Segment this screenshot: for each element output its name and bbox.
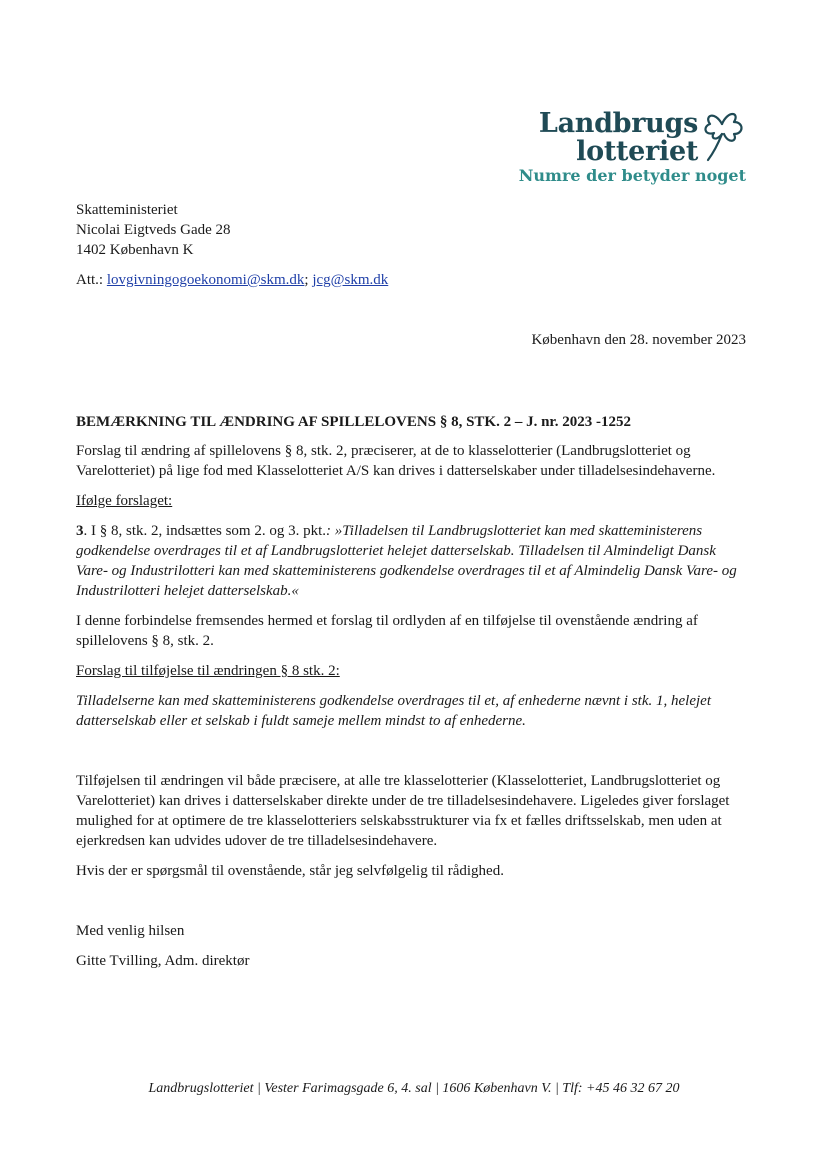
att-label: Att.: [76,272,104,288]
connection-paragraph: I denne forbindelse fremsendes hermed et forslag til ordlyden af en tilføjelse til ovenstående ændring af spillelovens § 8, stk. 2. [76,613,698,649]
explanation-paragraph: Tilføjelsen til ændringen vil både præcisere, at alle tre klasselotterier (Klasselotteriet, Landbrugslotteriet og Varelotteriet) kan drives i datterselskaber direkte under de tre tilladelsesindehavere. Ligeledes giver forslaget mulighed for at optimere de tre klasselotteriers selskabsstrukturer via fx et fælles driftsselskab, men uden at ejerkredsen kan udvides udover de tre tilladelsesindehavere. [76,773,730,849]
proposal-quote: : »Tilladelsen til Landbrugslotteriet kan med skatteministerens godkendelse overdrages til et af Landbrugslotteriet helejet datterselskab. Tilladelsen til Almindeligt Dansk Vare- og Industrilotteri kan med skatteministerens godkendelse overdrages til et af Almindelig Dansk Vare- og Industrilotteri helejet datterselskab.« [76,523,737,599]
recipient-address [76,200,231,260]
questions-paragraph: Hvis der er spørgsmål til ovenstående, står jeg selvfølgelig til rådighed. [76,863,504,879]
logo-tagline: Numre der betyder noget [518,166,746,185]
proposal-number: 3 [76,523,84,539]
recipient-name: Skatteministeriet [76,202,178,218]
proposal-heading: Ifølge forslaget: [76,493,173,509]
letter-body [76,441,748,971]
closing-greeting: Med venlig hilsen [76,923,185,939]
proposal-lead: . I § 8, stk. 2, indsættes som 2. og 3. pkt. [83,523,327,539]
logo-line1: Landbrugs [538,108,698,139]
recipient-street: Nicolai Eigtveds Gade 28 [76,222,231,238]
attention-line [76,270,388,290]
subject-heading: BEMÆRKNING TIL ÆNDRING AF SPILLELOVENS § 8, STK. 2 – J. nr. 2023 -1252 [76,414,631,430]
email-link-1[interactable]: lovgivningogoekonomi@skm.dk [106,272,305,288]
clover-icon [700,106,746,164]
company-logo [486,104,746,194]
addition-heading: Forslag til tilføjelse til ændringen § 8 stk. 2: [76,663,340,679]
logo-line2: lotteriet [576,136,698,167]
signature: Gitte Tvilling, Adm. direktør [76,953,250,969]
email-link-2[interactable]: jcg@skm.dk [312,272,389,288]
footer-address: Landbrugslotteriet | Vester Farimagsgade 6, 4. sal | 1606 København V. | Tlf: +45 46 32 67 20 [148,1081,680,1096]
proposal-paragraph [76,521,748,601]
addition-text: Tilladelserne kan med skatteministerens godkendelse overdrages til et, af enhederne nævnt i stk. 1, helejet datterselskab eller et selskab i fuldt sameje mellem mindst to af enhederne. [76,693,711,729]
letter-date: København den 28. november 2023 [531,332,746,348]
email-separator: ; [304,272,309,288]
recipient-city: 1402 København K [76,242,194,258]
intro-paragraph: Forslag til ændring af spillelovens § 8, stk. 2, præciserer, at de to klasselotterier (Landbrugslotteriet og Varelotteriet) på lige fod med Klasselotteriet A/S kan drives i datterselskaber under tilladelsesindehaverne. [76,443,716,479]
